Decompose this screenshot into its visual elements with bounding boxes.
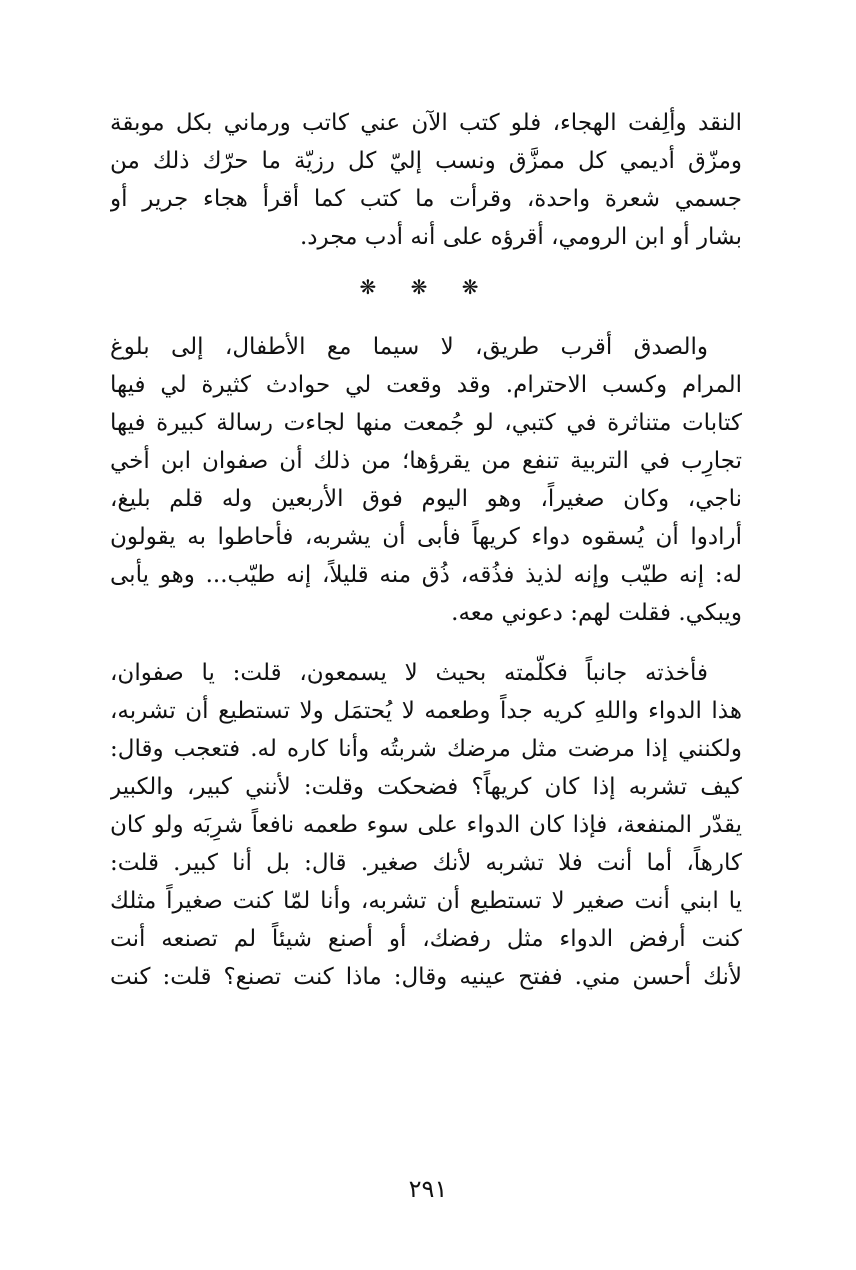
text-line: لأنك أحسن مني. ففتح عينيه وقال: ماذا كنت تصنع؟ قلت: كنت [110, 964, 742, 990]
text-line: ناجي، وكان صغيراً، وهو اليوم فوق الأربعين وله قلم بليغ، [110, 486, 742, 512]
text-line: والصدق أقرب طريق، لا سيما مع الأطفال، إلى بلوغ [110, 334, 708, 360]
text-line: يقدّر المنفعة، فإذا كان الدواء على سوء طعمه نافعاً شرِبَه ولو كان [110, 812, 742, 838]
text-line: كتابات متناثرة في كتبي، لو جُمعت منها لجاءت رسالة كبيرة فيها [110, 410, 742, 436]
text-line: له: إنه طيّب وإنه لذيذ فذُقه، ذُق منه قليلاً، إنه طيّب... وهو يأبى [110, 562, 742, 588]
page-number: ٢٩١ [408, 1175, 448, 1203]
text-line: ومزّق أديمي كل ممزَّق ونسب إليّ كل رزيّة ما حرّك ذلك من [110, 148, 742, 174]
text-line: بشار أو ابن الرومي، أقرؤه على أنه أدب مجرد. [300, 224, 742, 250]
text-line: كارهاً، أما أنت فلا تشربه لأنك صغير. قال: بل أنا كبير. قلت: [110, 850, 742, 876]
paragraph-2 [110, 328, 742, 632]
text-line: ويبكي. فقلت لهم: دعوني معه. [451, 600, 742, 626]
paragraph-3 [110, 654, 742, 996]
text-line: كنت أرفض الدواء مثل رفضك، أو أصنع شيئاً لم تصنعه أنت [110, 926, 742, 952]
text-line: يا ابني أنت صغير لا تستطيع أن تشربه، وأنا لمّا كنت صغيراً مثلك [110, 888, 742, 914]
section-separator: ❋ ❋ ❋ [359, 275, 493, 299]
text-line: المرام وكسب الاحترام. وقد وقعت لي حوادث كثيرة لي فيها [110, 372, 742, 398]
paragraph-1 [110, 104, 742, 256]
text-line: فأخذته جانباً فكلّمته بحيث لا يسمعون، قلت: يا صفوان، [110, 660, 708, 686]
text-line: كيف تشربه إذا كان كريهاً؟ فضحكت وقلت: لأنني كبير، والكبير [110, 774, 742, 800]
text-line: تجارِب في التربية تنفع من يقرؤها؛ من ذلك أن صفوان ابن أخي [110, 448, 742, 474]
text-line: هذا الدواء واللهِ كريه جداً وطعمه لا يُحتمَل ولا تستطيع أن تشربه، [110, 698, 742, 724]
text-line: أرادوا أن يُسقوه دواء كريهاً فأبى أن يشربه، فأحاطوا به يقولون [110, 524, 742, 550]
text-line: جسمي شعرة واحدة، وقرأت ما كتب كما أقرأ هجاء جرير أو [110, 186, 742, 212]
book-page [110, 104, 742, 996]
text-line: النقد وألِفت الهجاء، فلو كتب الآن عني كاتب ورماني بكل موبقة [110, 110, 742, 136]
text-line: ولكنني إذا مرضت مثل مرضك شربتُه وأنا كاره له. فتعجب وقال: [110, 736, 742, 762]
